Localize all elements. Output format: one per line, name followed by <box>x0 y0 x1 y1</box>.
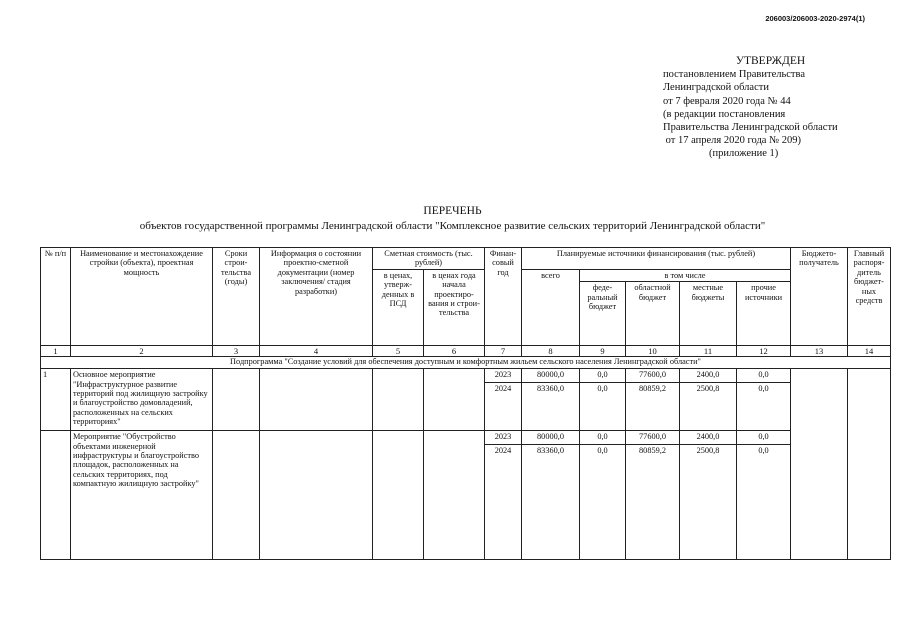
row-year: 2023 <box>485 369 522 383</box>
col-number: 10 <box>626 346 680 357</box>
approval-block <box>663 55 893 161</box>
row-terms <box>213 369 260 431</box>
row-federal: 0,0 <box>580 369 626 383</box>
col-number: 8 <box>522 346 580 357</box>
row-year: 2023 <box>485 431 522 445</box>
row-other: 0,0 <box>737 383 791 431</box>
row-local: 2400,0 <box>680 369 737 383</box>
row-total: 80000,0 <box>522 369 580 383</box>
row-cost-start <box>424 431 485 560</box>
row-total: 80000,0 <box>522 431 580 445</box>
col-number: 13 <box>791 346 848 357</box>
header-regional: областной бюджет <box>626 282 680 346</box>
header-including: в том числе <box>580 269 791 281</box>
col-number: 2 <box>71 346 213 357</box>
row-local: 2400,0 <box>680 431 737 445</box>
col-number: 11 <box>680 346 737 357</box>
header-estimated-cost: Сметная стоимость (тыс. рублей) <box>373 248 485 270</box>
header-fin-year: Финан-совый год <box>485 248 522 346</box>
approval-heading: УТВЕРЖДЕН <box>735 55 806 67</box>
row-num <box>41 431 71 560</box>
approval-line: от 7 февраля 2020 года № 44 <box>663 95 791 107</box>
row-local: 2500,8 <box>680 383 737 431</box>
document-subtitle: объектов государственной программы Ленинградской области "Комплексное развитие сельских территорий Ленинградской области" <box>139 220 766 232</box>
col-number: 7 <box>485 346 522 357</box>
row-other: 0,0 <box>737 369 791 383</box>
header-documentation: Информация о состоянии проектно-сметной документации (номер заключения/ стадия разработки) <box>260 248 373 346</box>
header-recipient: Бюджето-получатель <box>791 248 848 346</box>
header-local: местные бюджеты <box>680 282 737 346</box>
row-other: 0,0 <box>737 431 791 445</box>
subprogram-row: Подпрограмма "Создание условий для обеспечения доступным и комфортным жильем сельского населения Ленинградской области" <box>41 357 891 369</box>
document-title: ПЕРЕЧЕНЬ <box>423 205 482 217</box>
approval-line: постановлением Правительства <box>663 69 806 81</box>
row-name: Основное мероприятие "Инфраструктурное развитие территорий под жилищную застройку и благоустройство домовладений, расположенных на сельских территориях" <box>71 369 213 431</box>
row-other: 0,0 <box>737 445 791 560</box>
document-id: 206003/206003-2020-2974(1) <box>765 14 865 23</box>
row-federal: 0,0 <box>580 431 626 445</box>
approval-line: (в редакции постановления <box>663 108 786 120</box>
col-number: 4 <box>260 346 373 357</box>
header-name: Наименование и местонахождение стройки (объекта), проектная мощность <box>71 248 213 346</box>
row-total: 83360,0 <box>522 445 580 560</box>
col-number: 14 <box>848 346 891 357</box>
header-funding-sources: Планируемые источники финансирования (тыс. рублей) <box>522 248 791 270</box>
header-cost-psd: в ценах, утверж-денных в ПСД <box>373 269 424 345</box>
row-total: 83360,0 <box>522 383 580 431</box>
approval-line: Правительства Ленинградской области <box>663 122 838 134</box>
col-number: 12 <box>737 346 791 357</box>
header-num: № п/п <box>41 248 71 346</box>
row-cost-psd <box>373 431 424 560</box>
row-name: Мероприятие "Обустройство объектами инженерной инфраструктуры и благоустройство площадок, расположенных на сельских территориях, под компактную жилищную застройку" <box>71 431 213 560</box>
row-cost-start <box>424 369 485 431</box>
approval-line: (приложение 1) <box>709 148 779 160</box>
col-number: 3 <box>213 346 260 357</box>
approval-line: Ленинградской области <box>663 82 769 94</box>
col-number: 6 <box>424 346 485 357</box>
col-number: 5 <box>373 346 424 357</box>
header-federal: феде-ральный бюджет <box>580 282 626 346</box>
header-other: прочие источники <box>737 282 791 346</box>
header-terms: Сроки строи-тельства (годы) <box>213 248 260 346</box>
col-number: 9 <box>580 346 626 357</box>
row-local: 2500,8 <box>680 445 737 560</box>
row-recipient <box>791 369 848 560</box>
header-total: всего <box>522 269 580 345</box>
row-manager <box>848 369 891 560</box>
row-documentation <box>260 431 373 560</box>
header-cost-start: в ценах года начала проектиро-вания и строи-тельства <box>424 269 485 345</box>
row-regional: 77600,0 <box>626 369 680 383</box>
objects-table <box>40 247 891 560</box>
approval-line: от 17 апреля 2020 года № 209) <box>663 135 801 147</box>
row-federal: 0,0 <box>580 445 626 560</box>
header-manager: Главный распоря-дитель бюджет-ных средств <box>848 248 891 346</box>
row-num: 1 <box>41 369 71 431</box>
row-regional: 77600,0 <box>626 431 680 445</box>
row-regional: 80859,2 <box>626 383 680 431</box>
row-year: 2024 <box>485 445 522 560</box>
row-regional: 80859,2 <box>626 445 680 560</box>
row-federal: 0,0 <box>580 383 626 431</box>
row-documentation <box>260 369 373 431</box>
col-number: 1 <box>41 346 71 357</box>
row-cost-psd <box>373 369 424 431</box>
row-terms <box>213 431 260 560</box>
row-year: 2024 <box>485 383 522 431</box>
